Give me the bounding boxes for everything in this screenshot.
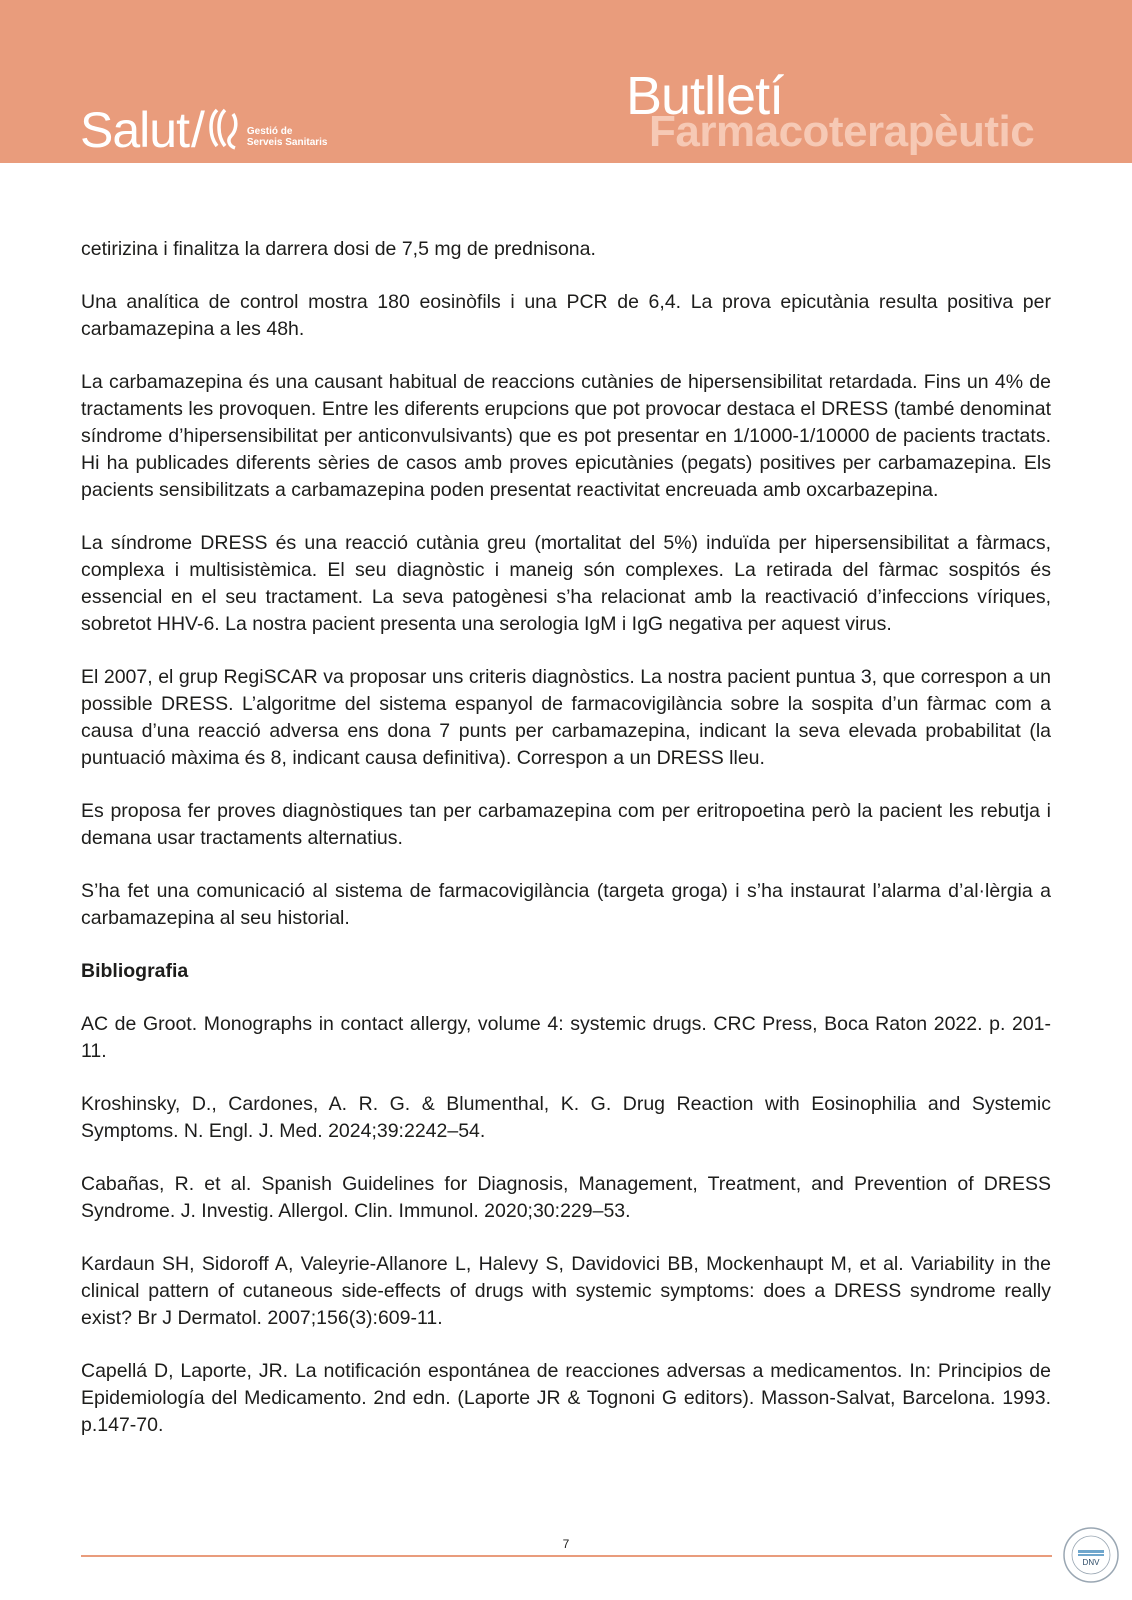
paragraph: S’ha fet una comunicació al sistema de farmacovigilància (targeta groga) i s’ha instaurat l’alarma d’al·lèrgia a carbamazepina al seu historial. — [81, 880, 1051, 929]
salut-logo — [80, 96, 327, 156]
reference-item: Cabañas, R. et al. Spanish Guidelines for Diagnosis, Management, Treatment, and Prevention of DRESS Syndrome. J. Investig. Allergol. Clin. Immunol. 2020;30:229–53. — [81, 1173, 1051, 1222]
paragraph: El 2007, el grup RegiSCAR va proposar uns criteris diagnòstics. La nostra pacient puntua 3, que correspon a un possible DRESS. L’algoritme del sistema espanyol de farmacovigilància sobre la sospita d’un fàrmac com a causa d’una reacció adversa ens dona 7 punts per carbamazepina, indicant la seva elevada probabilitat (la puntuació màxima és 8, indicant causa definitiva). Correspon a un DRESS lleu. — [81, 666, 1051, 769]
reference-item: Kroshinsky, D., Cardones, A. R. G. & Blumenthal, K. G. Drug Reaction with Eosinophilia and Systemic Symptoms. N. Engl. J. Med. 2024;39:2242–54. — [81, 1093, 1051, 1142]
logo-brand-text: Salut — [80, 102, 189, 158]
paragraph: cetirizina i finalitza la darrera dosi de 7,5 mg de prednisona. — [81, 238, 596, 260]
reference-item: Capellá D, Laporte, JR. La notificación espontánea de reacciones adversas a medicamentos. In: Principios de Epidemiología del Medicamento. 2nd edn. (Laporte JR & Tognoni G editors). Masson-Salvat, Barcelona. 1993. p.147-70. — [81, 1360, 1051, 1436]
gss-mark-icon — [207, 106, 243, 152]
reference-item: Kardaun SH, Sidoroff A, Valeyrie-Allanore L, Halevy S, Davidovici BB, Mockenhaupt M, et al. Variability in the clinical pattern of cutaneous side-effects of drugs with systemic symptoms: does a DRESS syndrome really exist? Br J Dermatol. 2007;156(3):609-11. — [81, 1253, 1051, 1329]
footer-rule — [81, 1555, 1052, 1557]
bulletin-title-bottom: Farmacoterapèutic — [649, 107, 1035, 156]
reference-item: AC de Groot. Monographs in contact allergy, volume 4: systemic drugs. CRC Press, Boca Raton 2022. p. 201-11. — [81, 1013, 1051, 1062]
paragraph: Una analítica de control mostra 180 eosinòfils i una PCR de 6,4. La prova epicutània resulta positiva per carbamazepina a les 48h. — [81, 291, 1051, 340]
page-number: 7 — [562, 1537, 570, 1551]
page-header — [0, 0, 1132, 163]
logo-org-line1: Gestió de — [246, 126, 293, 137]
article-body — [81, 236, 1051, 1465]
paragraph: La carbamazepina és una causant habitual de reaccions cutànies de hipersensibilitat retardada. Fins un 4% de tractaments les provoquen. Entre les diferents erupcions que pot provocar destaca el DRESS (també denominat síndrome d’hipersensibilitat per anticonvulsivants) que es pot presentar en 1/1000-1/10000 de pacients tractats. Hi ha publicades diferents sèries de casos amb proves epicutànies (pegats) positives per carbamazepina. Els pacients sensibilitzats a carbamazepina poden presentat reactivitat encreuada amb oxcarbazepina. — [81, 371, 1051, 501]
bibliography-heading: Bibliografia — [81, 960, 189, 982]
seal-label: DNV — [1082, 1558, 1100, 1567]
logo-slash: / — [190, 102, 205, 158]
bulletin-title — [626, 66, 1066, 162]
logo-org-name — [247, 126, 328, 148]
paragraph: Es proposa fer proves diagnòstiques tan per carbamazepina com per eritropoetina però la pacient les rebutja i demana usar tractaments alternatius. — [81, 800, 1051, 849]
certification-seal-icon — [1062, 1526, 1120, 1584]
paragraph: La síndrome DRESS és una reacció cutània greu (mortalitat del 5%) induïda per hipersensibilitat a fàrmacs, complexa i multisistèmica. El seu diagnòstic i maneig són complexes. La retirada del fàrmac sospitós és essencial en el seu tractament. La seva patogènesi s’ha relacionat amb la reactivació d’infeccions víriques, sobretot HHV-6. La nostra pacient presenta una serologia IgM i IgG negativa per aquest virus. — [81, 532, 1051, 635]
bulletin-title-top: Butlletí — [626, 66, 784, 126]
logo-org-line2: Serveis Sanitaris — [246, 137, 328, 148]
